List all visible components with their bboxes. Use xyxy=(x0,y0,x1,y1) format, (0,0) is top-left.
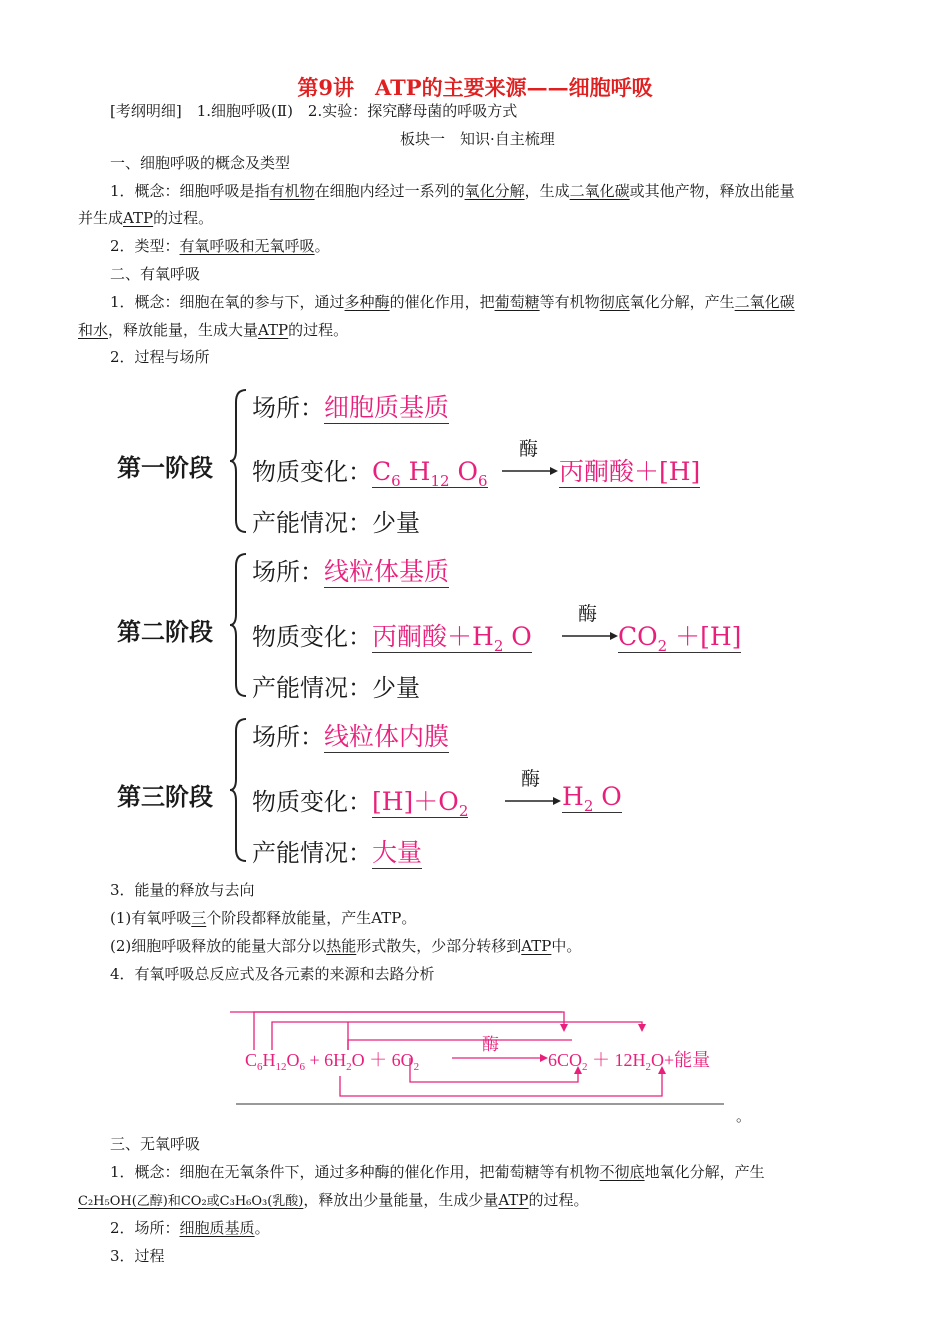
energy-point2: (2)细胞呼吸释放的能量大部分以热能形式散失，少部分转移到ATP中。 xyxy=(110,937,582,955)
concept-line1: 1．概念：细胞呼吸是指有机物在细胞内经过一系列的氧化分解，生成二氧化碳或其他产物，释放出能量 xyxy=(110,182,795,200)
stage2-place-row: 场所：线粒体基质 xyxy=(252,557,450,586)
svg-text:酶: 酶 xyxy=(482,1035,499,1054)
energy-point1: (1)有氧呼吸三个阶段都释放能量，产生ATP。 xyxy=(110,909,417,927)
stage2-change-row: 物质变化：丙酮酸$+H_2$ O xyxy=(252,622,532,655)
svg-text:6CO2 ＋ 12H2O+能量: $6CO_2 + 12H_2O+$能量 xyxy=(548,1050,711,1073)
stage2-energy-row: 产能情况：少量 xyxy=(252,674,420,702)
aerobic-concept-line2: 和水，释放能量，生成大量ATP的过程。 xyxy=(78,321,349,339)
stage1-change-row: 物质变化：$C_6$ $H_{12}$ $O_6$ xyxy=(252,457,488,490)
stage2-brace xyxy=(228,552,250,698)
stage1-brace xyxy=(228,388,250,534)
stage2-label: 第二阶段 xyxy=(117,617,213,646)
outline: [考纲明细] 1.细胞呼吸(Ⅱ) 2.实验：探究酵母菌的呼吸方式 xyxy=(110,102,518,120)
type-line: 2．类型：有氧呼吸和无氧呼吸。 xyxy=(110,237,330,255)
page-title: 第9讲 ATP的主要来源——细胞呼吸 xyxy=(297,75,653,100)
total-equation-diagram xyxy=(230,1000,730,1110)
aerobic-concept-line1: 1．概念：细胞在氧的参与下，通过多种酶的催化作用，把葡萄糖等有机物彻底氧化分解，产生二氧化碳 xyxy=(110,293,795,311)
section3-heading: 三、无氧呼吸 xyxy=(110,1135,201,1153)
stage1-arrow xyxy=(500,465,560,477)
stage3-place-row: 场所：线粒体内膜 xyxy=(252,722,450,751)
stage1-place-row: 场所：细胞质基质 xyxy=(252,393,450,422)
anaerobic-place: 2．场所：细胞质基质。 xyxy=(110,1219,270,1237)
section2-heading: 二、有氧呼吸 xyxy=(110,265,201,283)
concept-line2: 并生成ATP的过程。 xyxy=(78,209,214,227)
stage1-energy-answer: 少量 xyxy=(372,509,420,537)
stage3-energy-answer: 大量 xyxy=(372,838,423,867)
stage3-energy-row: 产能情况：大量 xyxy=(252,838,423,867)
equation-heading: 4．有氧呼吸总反应式及各元素的来源和去路分析 xyxy=(110,965,435,983)
stage3-change-row: 物质变化：$[H]+O_2$ xyxy=(252,787,469,820)
stage1-product: 丙酮酸＋[H] xyxy=(559,457,701,486)
stage1-label: 第一阶段 xyxy=(117,453,213,482)
stage3-product: $H_2$ O xyxy=(562,782,622,815)
stage1-energy-row: 产能情况：少量 xyxy=(252,509,420,537)
stage1-enzyme-label: 酶 xyxy=(519,438,539,460)
stage2-product: $CO_2 +[H]$ xyxy=(618,622,742,655)
stage3-reactant: $[H]+O_2$ xyxy=(372,787,469,820)
stage3-arrow xyxy=(503,795,563,807)
block-heading: 板块一 知识·自主梳理 xyxy=(400,130,555,148)
process-heading: 2．过程与场所 xyxy=(110,348,210,366)
stage3-enzyme-label: 酶 xyxy=(521,768,541,790)
stage3-brace xyxy=(228,717,250,863)
stage2-reactant: 丙酮酸$+H_2$ O xyxy=(372,622,532,655)
stage2-arrow xyxy=(560,630,620,642)
stage3-label: 第三阶段 xyxy=(117,782,213,811)
energy-heading: 3．能量的释放与去向 xyxy=(110,881,255,899)
stage2-energy-answer: 少量 xyxy=(372,674,420,702)
stage2-enzyme-label: 酶 xyxy=(578,603,598,625)
stage1-reactant: $C_6$ $H_{12}$ $O_6$ xyxy=(372,457,488,490)
stage2-place-answer: 线粒体基质 xyxy=(324,557,450,586)
anaerobic-concept-line1: 1．概念：细胞在无氧条件下，通过多种酶的催化作用，把葡萄糖等有机物不彻底地氧化分解，产生 xyxy=(110,1163,765,1181)
stage1-place-answer: 细胞质基质 xyxy=(324,393,450,422)
anaerobic-process-heading: 3．过程 xyxy=(110,1247,165,1265)
anaerobic-concept-line2: C₂H₅OH(乙醇)和CO₂或C₃H₆O₃(乳酸)，释放出少量能量，生成少量ATP的过程。 xyxy=(78,1191,589,1209)
flow-line-c xyxy=(230,1012,562,1050)
svg-text:C6H12O6 + 6H2O ＋ 6O2: $C_6H_{12}O_6 + 6H_2O + 6O_2$ xyxy=(245,1050,420,1073)
equation-end: 。 xyxy=(736,1107,752,1125)
stage3-place-answer: 线粒体内膜 xyxy=(324,722,450,751)
section1-heading: 一、细胞呼吸的概念及类型 xyxy=(110,154,291,172)
